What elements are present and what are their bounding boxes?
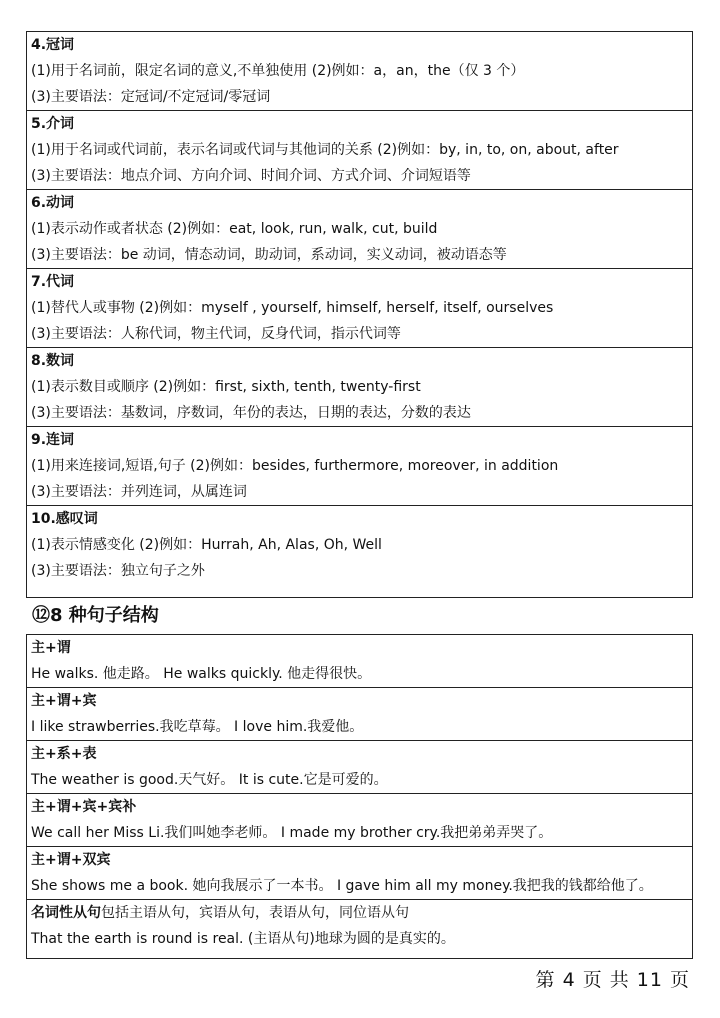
parts-of-speech-table [26,31,693,598]
structure-heading: 主+谓+双宾 [27,846,692,873]
pos-heading: 7.代词 [27,268,692,295]
pos-line: (3)主要语法：基数词，序数词，年份的表达，日期的表达，分数的表达 [31,405,471,421]
pos-heading: 6.动词 [27,189,692,216]
pos-line: (1)用于名词前，限定名词的意义,不单独使用 (2)例如：a，an，the（仅 3 个） [31,63,525,79]
pos-heading: 10.感叹词 [27,505,692,532]
noun-clause-term: 名词性从句 [31,905,101,921]
noun-clause-description: 包括主语从句，宾语从句，表语从句，同位语从句 [101,905,409,921]
page-number: 第 4 页 共 11 页 [535,969,690,991]
structure-example: We call her Miss Li.我们叫她李老师。 I made my brother cry.我把弟弟弄哭了。 [31,825,553,841]
pos-heading: 8.数词 [27,347,692,374]
pos-line: (1)用于名词或代词前，表示名词或代词与其他词的关系 (2)例如：by, in, to, on, about, after [31,142,619,158]
pos-line: (1)替代人或事物 (2)例如：myself , yourself, himself, herself, itself, ourselves [31,300,554,316]
pos-line: (1)表示情感变化 (2)例如：Hurrah, Ah, Alas, Oh, Well [31,537,382,553]
structure-example: She shows me a book. 她向我展示了一本书。 I gave him all my money.我把我的钱都给他了。 [31,878,653,894]
noun-clause-example: That the earth is round is real. (主语从句)地球为圆的是真实的。 [31,931,455,947]
structure-example: He walks. 他走路。 He walks quickly. 他走得很快。 [31,666,372,682]
pos-heading: 5.介词 [27,110,692,137]
structure-heading: 主+谓 [31,640,71,656]
pos-line: (3)主要语法：并列连词，从属连词 [31,484,247,500]
pos-line: (3)主要语法：人称代词，物主代词，反身代词，指示代词等 [31,326,401,342]
pos-line: (1)表示动作或者状态 (2)例如：eat, look, run, walk, cut, build [31,221,438,237]
pos-heading: 9.连词 [27,426,692,453]
pos-line: (1)表示数目或顺序 (2)例如：first, sixth, tenth, twenty-first [31,379,421,395]
structure-example: I like strawberries.我吃草莓。 I love him.我爱他。 [31,719,364,735]
section-title: ⑫8 种句子结构 [32,605,159,626]
sentence-structures-table [26,634,693,959]
pos-line: (3)主要语法：be 动词，情态动词，助动词，系动词，实义动词，被动语态等 [31,247,507,263]
structure-heading: 主+系+表 [27,740,692,767]
noun-clause-heading [27,899,692,926]
pos-heading: 4.冠词 [31,37,75,53]
structure-heading: 主+谓+宾 [27,687,692,714]
pos-line: (3)主要语法：独立句子之外 [31,563,205,579]
pos-line: (3)主要语法：定冠词/不定冠词/零冠词 [31,89,271,105]
pos-line: (3)主要语法：地点介词、方向介词、时间介词、方式介词、介词短语等 [31,168,471,184]
structure-heading: 主+谓+宾+宾补 [27,793,692,820]
pos-line: (1)用来连接词,短语,句子 (2)例如：besides, furthermore, moreover, in addition [31,458,559,474]
structure-example: The weather is good.天气好。 It is cute.它是可爱的。 [31,772,388,788]
